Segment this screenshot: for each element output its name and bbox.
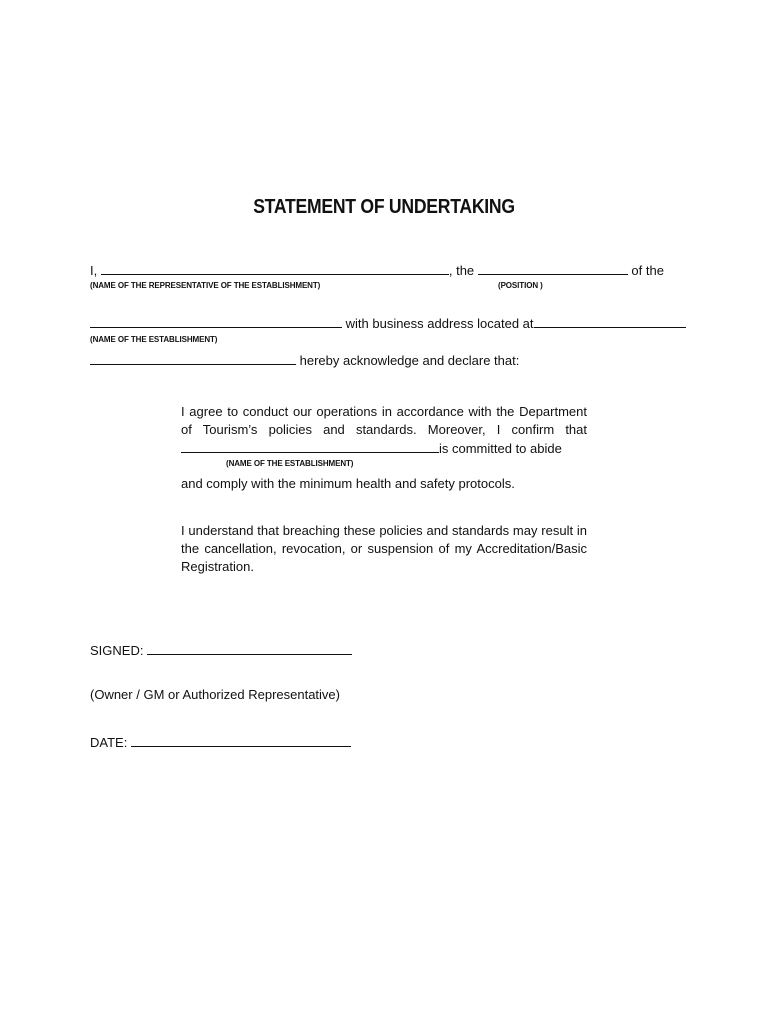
establishment-name-field-2[interactable] (181, 440, 439, 453)
date-field[interactable] (131, 734, 351, 747)
business-address-field[interactable] (534, 315, 686, 328)
signed-line (90, 642, 352, 659)
position-field[interactable] (478, 262, 628, 275)
signature-field[interactable] (147, 642, 352, 655)
health-protocols-line: and comply with the minimum health and safety protocols. (181, 476, 515, 491)
committed-line (181, 440, 562, 457)
representative-name-field[interactable] (101, 262, 449, 275)
caption-establishment: (NAME OF THE ESTABLISHMENT) (90, 335, 218, 344)
signed-label: SIGNED: (90, 643, 144, 658)
line1-middle: , the (448, 263, 475, 278)
establishment-name-field[interactable] (90, 315, 342, 328)
representative-line (90, 262, 664, 279)
acknowledge-text: hereby acknowledge and declare that: (299, 353, 520, 368)
date-line (90, 734, 351, 751)
document-title: STATEMENT OF UNDERTAKING (253, 196, 515, 218)
address-line (90, 315, 686, 332)
committed-text: is committed to abide (439, 441, 562, 456)
date-label: DATE: (90, 735, 128, 750)
line1-suffix: of the (631, 263, 664, 278)
caption-position: (POSITION ) (498, 281, 543, 290)
undertaking-paragraph-2: I understand that breaching these policies and standards may result in the cancellation, revocation, or suspension of my Accreditation/Basic Registration. (181, 523, 587, 574)
caption-representative: (NAME OF THE REPRESENTATIVE OF THE ESTABLISHMENT) (90, 281, 321, 290)
acknowledge-line (90, 352, 519, 369)
undertaking-paragraph-1: I agree to conduct our operations in accordance with the Department of Tourism’s policies and standards. Moreover, I confirm that (181, 404, 587, 437)
signer-role: (Owner / GM or Authorized Representative) (90, 687, 340, 702)
caption-establishment-2: (NAME OF THE ESTABLISHMENT) (226, 459, 354, 468)
address-text: with business address located at (345, 316, 534, 331)
line1-prefix: I, (90, 263, 98, 278)
address-continuation-field[interactable] (90, 352, 296, 365)
